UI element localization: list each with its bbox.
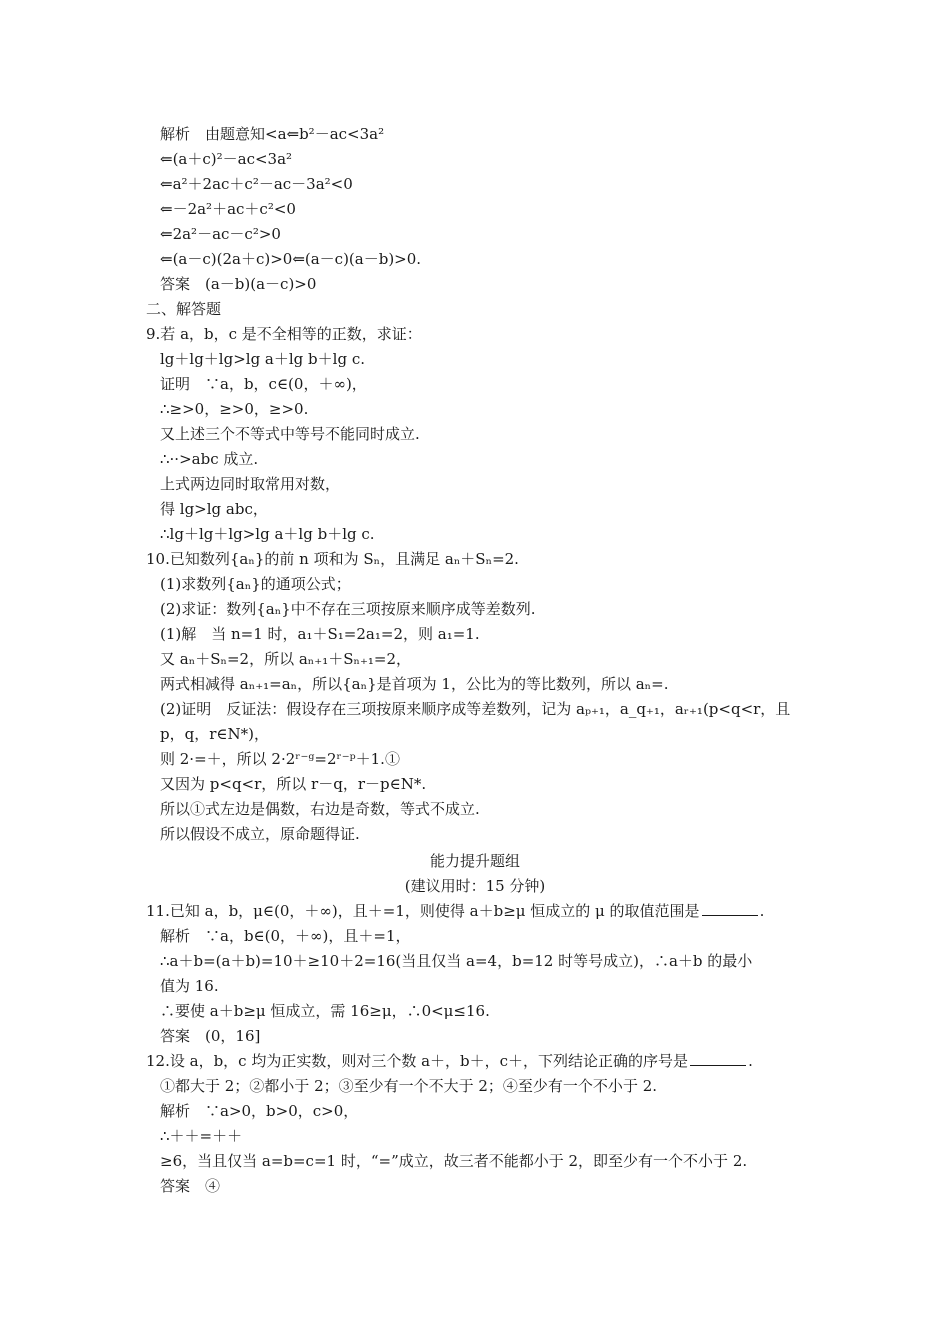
text-line: 证明 ∵a，b，c∈(0，＋∞)， — [160, 375, 367, 393]
text-line: ①都大于 2；②都小于 2；③至少有一个不大于 2；④至少有一个不小于 2. — [160, 1077, 658, 1095]
text-line: p，q，r∈N*)， — [160, 725, 269, 743]
text-line: 两式相减得 aₙ₊₁=aₙ，所以{aₙ}是首项为 1，公比为的等比数列，所以 aₙ=. — [160, 675, 669, 693]
answer-line: 答案 (a－b)(a－c)>0 — [160, 275, 317, 293]
question-12-stem: 12.设 a，b，c 均为正实数，则对三个数 a＋，b＋，c＋，下列结论正确的序号是 . — [146, 1052, 753, 1070]
text-line: (2)证明 反证法：假设存在三项按原来顺序成等差数列，记为 aₚ₊₁，a_q₊₁，aᵣ₊₁(p<q<r，且 — [160, 700, 791, 718]
text-line: 值为 16. — [160, 977, 219, 995]
answer-line: 答案 (0，16] — [160, 1027, 261, 1045]
text-line: lg＋lg＋lg>lg a＋lg b＋lg c. — [160, 350, 365, 368]
text-line: 则 2·=＋，所以 2·2ʳ⁻ᵍ=2ʳ⁻ᵖ＋1.① — [160, 750, 400, 768]
text-line: ∴≥>0，≥>0，≥>0. — [160, 400, 309, 418]
text-line: 又 aₙ＋Sₙ=2，所以 aₙ₊₁＋Sₙ₊₁=2， — [160, 650, 412, 668]
text-line: ≥6，当且仅当 a=b=c=1 时，“=”成立，故三者不能都小于 2，即至少有一个不小于 2. — [160, 1152, 748, 1170]
text-line: 解析 ∵a，b∈(0，＋∞)，且＋=1， — [160, 927, 411, 945]
question-11-stem: 11.已知 a，b，μ∈(0，＋∞)，且＋=1，则使得 a＋b≥μ 恒成立的 μ 的取值范围是 . — [146, 902, 765, 920]
text-line: 解析 由题意知<a⇐b²－ac<3a² — [160, 125, 385, 143]
section-title: 能力提升题组 — [429, 852, 520, 870]
text-line: (1)求数列{aₙ}的通项公式； — [160, 575, 351, 593]
answer-blank — [690, 1051, 746, 1066]
text-line: 解析 ∵a>0，b>0，c>0， — [160, 1102, 359, 1120]
text-line: ⇐(a－c)(2a＋c)>0⇐(a－c)(a－b)>0. — [160, 250, 422, 268]
text-line: 又因为 p<q<r，所以 r－q，r－p∈N*. — [160, 775, 427, 793]
text-line: ⇐a²＋2ac＋c²－ac－3a²<0 — [160, 175, 353, 193]
answer-blank — [702, 901, 758, 916]
question-10-stem: 10.已知数列{aₙ}的前 n 项和为 Sₙ，且满足 aₙ＋Sₙ=2. — [146, 550, 519, 568]
answer-line: 答案 ④ — [160, 1177, 221, 1195]
section-subtitle: (建议用时：15 分钟) — [404, 877, 546, 895]
text-line: ∴··>abc 成立. — [160, 450, 259, 468]
text-line: 得 lg>lg abc， — [160, 500, 268, 518]
text-line: 又上述三个不等式中等号不能同时成立. — [160, 425, 420, 443]
text-line: (1)解 当 n=1 时，a₁＋S₁=2a₁=2，则 a₁=1. — [160, 625, 480, 643]
text-line: 上式两边同时取常用对数， — [160, 475, 341, 493]
text-line: ∴＋＋=＋＋ — [160, 1127, 243, 1145]
question-9-stem: 9.若 a，b，c 是不全相等的正数，求证： — [146, 325, 422, 343]
text-line: 所以假设不成立，原命题得证. — [160, 825, 360, 843]
text-line: ∴要使 a＋b≥μ 恒成立，需 16≥μ，∴0<μ≤16. — [160, 1002, 490, 1020]
text-line: ⇐－2a²＋ac＋c²<0 — [160, 200, 296, 218]
section-heading: 二、解答题 — [146, 300, 222, 318]
text-line: 所以①式左边是偶数，右边是奇数，等式不成立. — [160, 800, 480, 818]
text-line: ⇐(a＋c)²－ac<3a² — [160, 150, 293, 168]
text-line: (2)求证：数列{aₙ}中不存在三项按原来顺序成等差数列. — [160, 600, 536, 618]
text-line: ∴lg＋lg＋lg>lg a＋lg b＋lg c. — [160, 525, 375, 543]
text-line: ∴a＋b=(a＋b)=10＋≥10＋2=16(当且仅当 a=4，b=12 时等号成立)，∴a＋b 的最小 — [160, 952, 753, 970]
text-line: ⇐2a²－ac－c²>0 — [160, 225, 281, 243]
